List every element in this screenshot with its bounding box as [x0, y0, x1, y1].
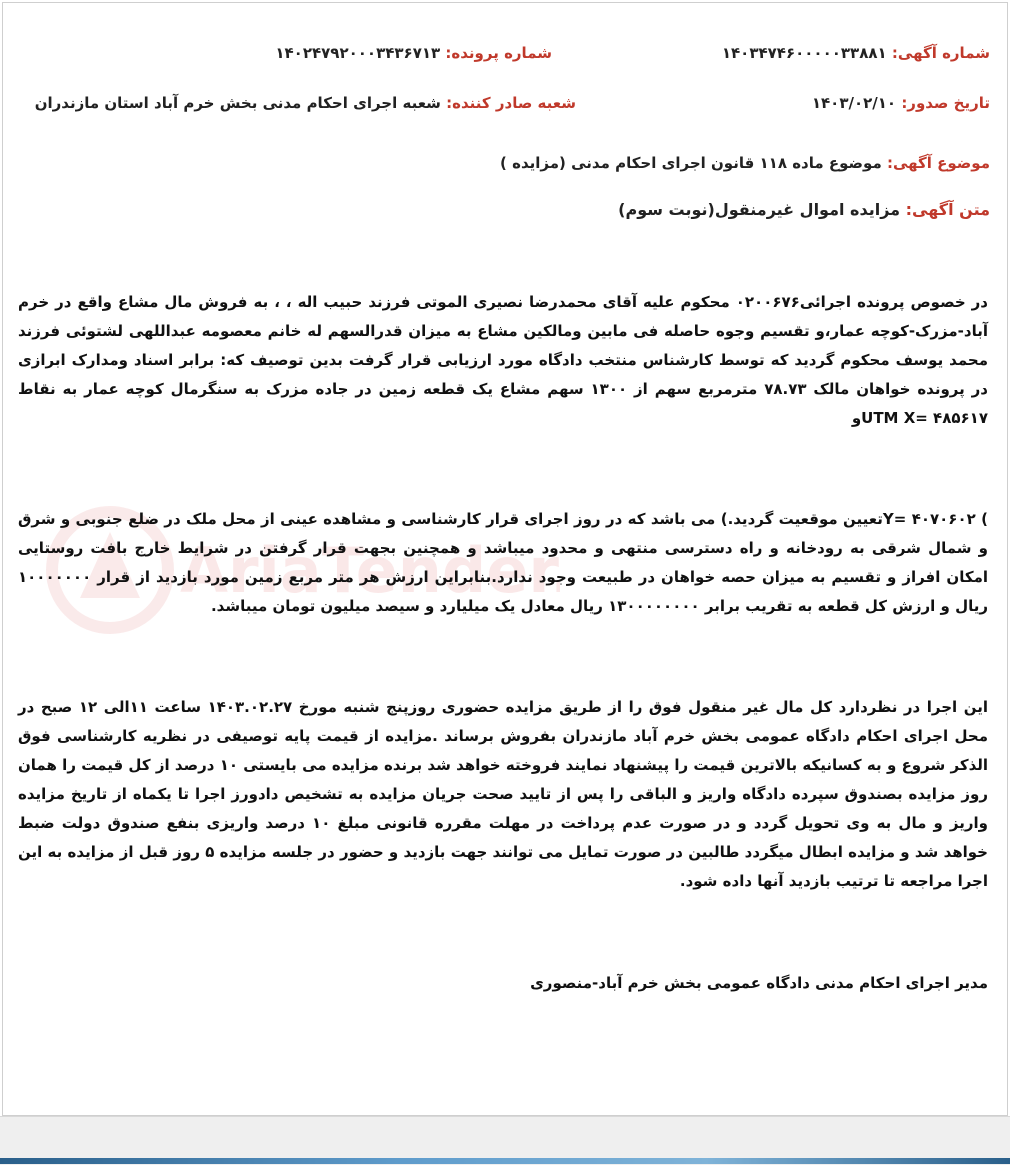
case-number-value: ۱۴۰۲۴۷۹۲۰۰۰۳۴۳۶۷۱۳	[275, 44, 441, 62]
paragraph-1: در خصوص پرونده اجرائی۰۲۰۰۶۷۶ محکوم علیه آقای محمدرضا نصیری الموتی فرزند حبیب اله ، ، به فروش مال مشاع واقع در خرم آباد-مزرک-کوچه عمار،و تقسیم وجوه حاصله فی مابین ومالکین مشاع به میزان قدرالسهم له خانم معصومه عبداللهی لشتوئی فرزند محمد یوسف محکوم گردید که توسط کارشناس منتخب دادگاه مورد ارزیابی قرار گرفت بدین توصیف که: برابر اسناد ومدارک ابرازی در پرونده خواهان مالک ۷۸.۷۳ مترمربع سهم از ۱۳۰۰ سهم مشاع یک قطعه زمین در جاده مزرک به سنگرمال کوچه عمار به نقاط UTM X= ۴۸۵۶۱۷و	[18, 293, 988, 427]
subject-value: موضوع ماده ۱۱۸ قانون اجرای احکام مدنی (مزایده )	[500, 154, 882, 172]
subject	[500, 154, 990, 172]
notice-text-title	[618, 200, 990, 219]
issuer-label: شعبه صادر کننده:	[446, 94, 576, 112]
ad-number-value: ۱۴۰۳۴۷۴۶۰۰۰۰۰۳۳۸۸۱	[721, 44, 887, 62]
paragraph-2: ) Y= ۴۰۷۰۶۰۲تعیین موقعیت گردید.) می باشد که در روز اجرای قرار کارشناسی و مشاهده عینی از محل ملک در ضلع جنوبی و شرق و شمال شرقی به رودخانه و راه دسترسی منتهی و محدود میباشد و همچنین بجهت قرار گرفتن در شرایط خارج بافت روستایی امکان افراز و تقسیم به میزان حصه خواهان در طبیعت وجود ندارد.بنابراین ارزش هر متر مربع زمین مورد بازدید از قرار ۱۰۰۰۰۰۰۰ ریال و ارزش کل قطعه به تقریب برابر ۱۳۰۰۰۰۰۰۰۰ ریال معادل یک میلیارد و سیصد میلیون تومان میباشد.	[18, 510, 989, 615]
signature: مدیر اجرای احکام مدنی دادگاه عمومی بخش خرم آباد-منصوری	[530, 974, 988, 992]
issue-date	[812, 94, 990, 112]
case-number	[275, 44, 552, 62]
issue-date-label: تاریخ صدور:	[901, 94, 990, 112]
issuer-value: شعبه اجرای احکام مدنی بخش خرم آباد استان مازندران	[34, 94, 441, 112]
issue-date-value: ۱۴۰۳/۰۲/۱۰	[811, 94, 897, 112]
notice-text-value: مزایده اموال غیرمنقول(نوبت سوم)	[618, 200, 901, 219]
footer-stripe	[0, 1158, 1010, 1164]
paragraph-3: این اجرا در نظردارد کل مال غیر منقول فوق را از طریق مزایده حضوری روزپنج شنبه مورخ ۱۴۰۳.۰۲.۲۷ ساعت ۱۱الی ۱۲ صبح در محل اجرای احکام دادگاه عمومی بخش خرم آباد مازندران بفروش برساند .مزایده از قیمت پایه توصیفی در نظریه کارشناسی فوق الذکر شروع و به کسانیکه بالاترین قیمت را پیشنهاد نمایند فروخته خواهد شد برنده مزایده می بایستی ۱۰ درصد از کل قیمت را همان روز مزایده بصندوق سپرده دادگاه واریز و الباقی را پس از تایید صحت جریان مزایده به تشخیص دادورز اجرا تا یکماه از تاریخ مزایده واریز و مال به وی تحویل گردد و در صورت عدم پرداخت در مهلت مقرره قانونی مبلغ ۱۰ درصد واریزی بنفع صندوق دولت ضبط خواهد شد و مزایده ابطال میگردد طالبین در صورت تمایل می توانند جهت بازدید و حضور در جلسه مزایده ۵ روز قبل از مزایده به این اجرا مراجعه تا ترتیب بازدید آنها داده شود.	[18, 698, 989, 890]
issuer	[35, 94, 576, 112]
ad-number	[722, 44, 990, 62]
notice-text-label: متن آگهی:	[905, 200, 990, 219]
case-number-label: شماره پرونده:	[445, 44, 552, 62]
subject-label: موضوع آگهی:	[886, 154, 990, 172]
ad-number-label: شماره آگهی:	[891, 44, 990, 62]
